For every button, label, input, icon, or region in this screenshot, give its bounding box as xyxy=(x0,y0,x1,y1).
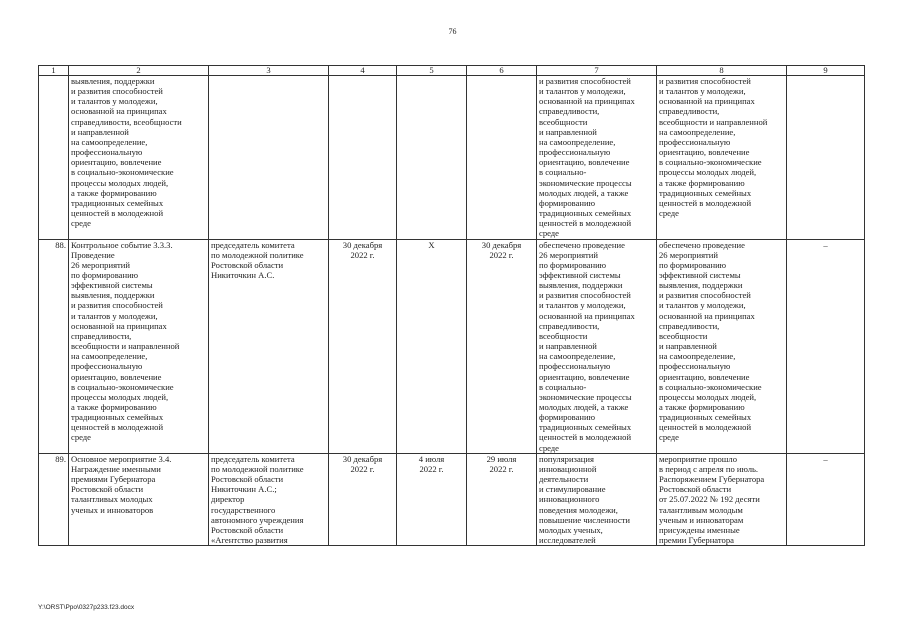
column-number: 5 xyxy=(397,66,467,76)
end-date-cell xyxy=(467,76,537,240)
actual-result-cell: мероприятие прошло в период с апреля по июль. Распоряжением Губернатора Ростовской области от 25.07.2022 № 192 десяти талантливым молодым ученым и инноваторам присуждены именные премии Губернатора xyxy=(657,453,787,545)
planned-result-cell: и развития способностей и талантов у молодежи, основанной на принципах справедливости, всеобщности и направленной на самоопределение, профессиональную ориентацию, вовлечение в социально- экономические процессы молодых людей, а также формированию традиционных семейных ценностей в молодежной среде xyxy=(537,76,657,240)
table-row xyxy=(39,76,865,240)
responsible-cell: председатель комитета по молодежной политике Ростовской области Никиточкин А.С. xyxy=(209,239,329,453)
column-number: 2 xyxy=(69,66,209,76)
note-cell: – xyxy=(787,453,865,545)
row-number-cell: 88. xyxy=(39,239,69,453)
planned-date-cell: 30 декабря 2022 г. xyxy=(329,239,397,453)
start-date-cell: 4 июля 2022 г. xyxy=(397,453,467,545)
start-date-cell xyxy=(397,76,467,240)
column-number: 1 xyxy=(39,66,69,76)
table-row xyxy=(39,453,865,545)
event-cell: Контрольное событие 3.3.3. Проведение 26 мероприятий по формированию эффективной системы выявления, поддержки и развития способностей и талантов у молодежи, основанной на принципах справедливости, всеобщности и направленной на самоопределение, профессиональную ориентацию, вовлечение в социально-экономические процессы молодых людей, а также формированию традиционных семейных ценностей в молодежной среде xyxy=(69,239,209,453)
column-number: 8 xyxy=(657,66,787,76)
start-date-cell: Х xyxy=(397,239,467,453)
end-date-cell: 30 декабря 2022 г. xyxy=(467,239,537,453)
note-cell xyxy=(787,76,865,240)
column-number: 3 xyxy=(209,66,329,76)
planned-date-cell: 30 декабря 2022 г. xyxy=(329,453,397,545)
planned-result-cell: популяризация инновационной деятельности и стимулирование инновационного поведения молодежи, повышение численности молодых ученых, исследователей xyxy=(537,453,657,545)
row-number-cell xyxy=(39,76,69,240)
actual-result-cell: обеспечено проведение 26 мероприятий по формированию эффективной системы выявления, поддержки и развития способностей и талантов у молодежи, основанной на принципах справедливости, всеобщности и направленной на самоопределение, профессиональную ориентацию, вовлечение в социально-экономические процессы молодых людей, а также формированию традиционных семейных ценностей в молодежной среде xyxy=(657,239,787,453)
table-row xyxy=(39,239,865,453)
event-cell: Основное мероприятие 3.4. Награждение именными премиями Губернатора Ростовской области талантливых молодых ученых и инноваторов xyxy=(69,453,209,545)
planned-result-cell: обеспечено проведение 26 мероприятий по формированию эффективной системы выявления, поддержки и развития способностей и талантов у молодежи, основанной на принципах справедливости, всеобщности и направленной на самоопределение, профессиональную ориентацию, вовлечение в социально- экономические процессы молодых людей, а также формированию традиционных семейных ценностей в молодежной среде xyxy=(537,239,657,453)
column-number: 6 xyxy=(467,66,537,76)
report-table xyxy=(38,65,865,546)
column-number: 4 xyxy=(329,66,397,76)
note-cell: – xyxy=(787,239,865,453)
document-file-path: Y:\ORST\Ppo\0327p233.f23.docx xyxy=(38,604,135,611)
column-number: 9 xyxy=(787,66,865,76)
responsible-cell: председатель комитета по молодежной политике Ростовской области Никиточкин А.С.; директор государственного автономного учреждения Ростовской области «Агентство развития xyxy=(209,453,329,545)
column-number: 7 xyxy=(537,66,657,76)
planned-date-cell xyxy=(329,76,397,240)
end-date-cell: 29 июля 2022 г. xyxy=(467,453,537,545)
page-number: 76 xyxy=(448,27,457,36)
actual-result-cell: и развития способностей и талантов у молодежи, основанной на принципах справедливости, всеобщности и направленной на самоопределение, профессиональную ориентацию, вовлечение в социально-экономические процессы молодых людей, а также формированию традиционных семейных ценностей в молодежной среде xyxy=(657,76,787,240)
column-numbers-row xyxy=(39,66,865,76)
event-cell: выявления, поддержки и развития способностей и талантов у молодежи, основанной на принципах справедливости, всеобщности и направленной на самоопределение, профессиональную ориентацию, вовлечение в социально-экономические процессы молодых людей, а также формированию традиционных семейных ценностей в молодежной среде xyxy=(69,76,209,240)
row-number-cell: 89. xyxy=(39,453,69,545)
responsible-cell xyxy=(209,76,329,240)
